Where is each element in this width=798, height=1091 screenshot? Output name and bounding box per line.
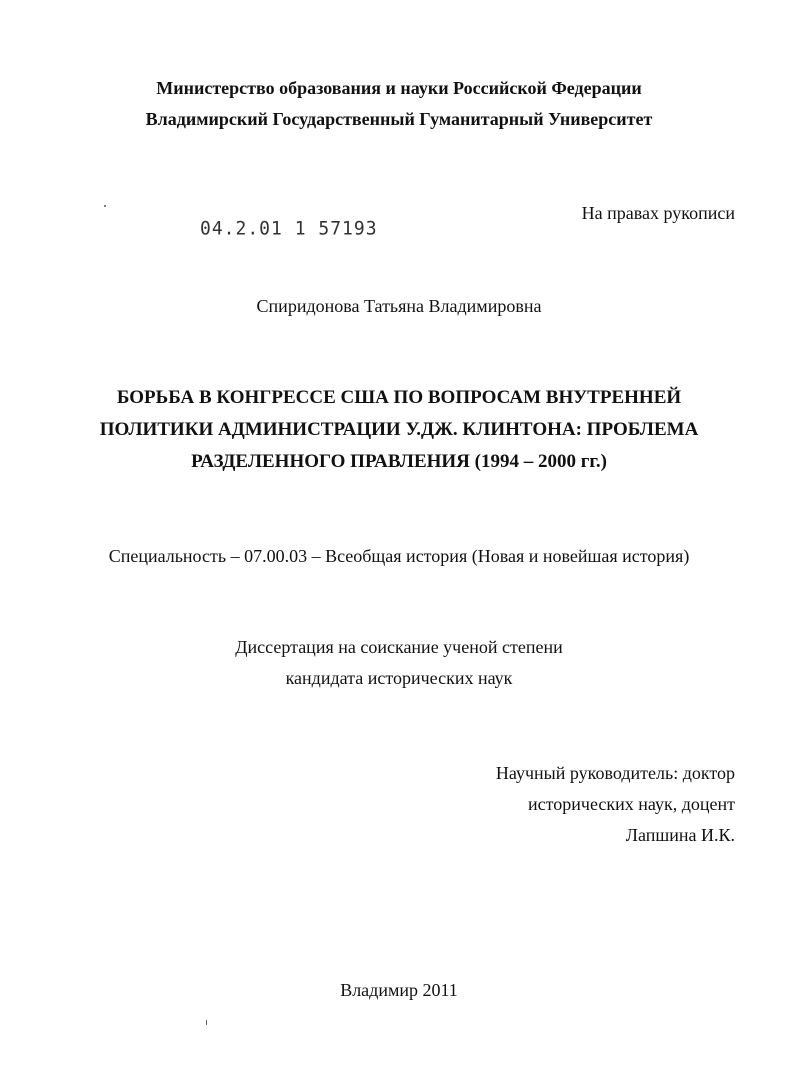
supervisor-line-2: исторических наук, доцент	[528, 794, 735, 814]
city-year: Владимир 2011	[340, 980, 458, 1000]
author-name: Спиридонова Татьяна Владимировна	[256, 296, 542, 316]
university-heading: Владимирский Государственный Гуманитарный Университет	[145, 109, 653, 129]
ministry-heading: Министерство образования и науки Российской Федерации	[156, 78, 642, 98]
specialty-line: Специальность – 07.00.03 – Всеобщая история (Новая и новейшая история)	[108, 546, 690, 566]
manuscript-note: На правах рукописи	[581, 203, 735, 223]
title-line-1: БОРЬБА В КОНГРЕССЕ США ПО ВОПРОСАМ ВНУТРЕННЕЙ	[116, 387, 682, 408]
supervisor-line-3: Лапшина И.К.	[625, 825, 735, 845]
scan-speck	[206, 1020, 207, 1025]
title-line-3: РАЗДЕЛЕННОГО ПРАВЛЕНИЯ (1994 – 2000 гг.)	[191, 451, 607, 472]
library-stamp: 04.2.01 1 57193	[200, 217, 378, 240]
scan-speck	[104, 205, 106, 207]
supervisor-line-1: Научный руководитель: доктор	[495, 763, 735, 783]
title-line-2: ПОЛИТИКИ АДМИНИСТРАЦИИ У.ДЖ. КЛИНТОНА: ПРОБЛЕМА	[99, 419, 699, 440]
dissertation-line-2: кандидата исторических наук	[285, 668, 513, 688]
dissertation-line-1: Диссертация на соискание ученой степени	[235, 637, 563, 657]
